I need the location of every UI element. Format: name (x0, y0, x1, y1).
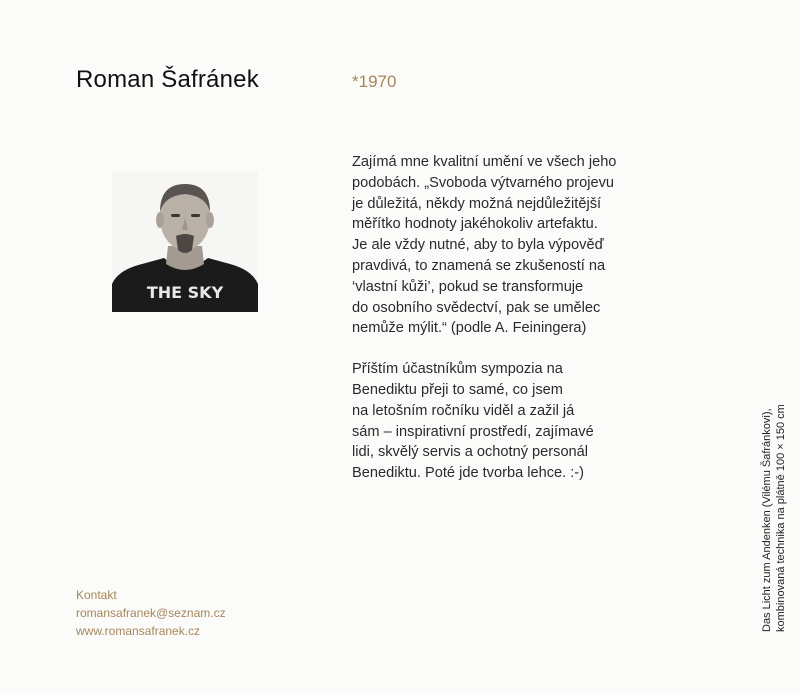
caption-line-2: kombinovaná technika na plátně 100 × 150 cm (775, 404, 787, 632)
artwork-caption (760, 342, 788, 632)
artist-name: Roman Šafránek (76, 66, 259, 93)
contact-block (76, 586, 226, 640)
birth-year: *1970 (352, 72, 397, 91)
caption-line-1: Das Licht zum Andenken (Vilému Šafránkovi), (761, 408, 773, 632)
contact-website[interactable]: www.romansafranek.cz (76, 624, 201, 638)
artist-portrait (112, 172, 258, 312)
shirt-print: THE SKY (146, 283, 224, 302)
artist-statement (352, 152, 682, 484)
statement-paragraph-1: Zajímá mne kvalitní umění ve všech jeho podobách. „Svoboda výtvarného projevu je důležitá, někdy možná nejdůležitější měřítko hodnoty jakéhokoliv artefaktu. Je ale vždy nutné, aby to byla výpověď pravdivá, to znamená se zkušeností na ‘vlastní kůži’, pokud se transformuje do osobního svědectví, pak se umělec nemůže mýlit.“ (podle A. Feiningera) (352, 154, 617, 337)
contact-email[interactable]: romansafranek@seznam.cz (76, 606, 226, 620)
statement-paragraph-2: Příštím účastníkům sympozia na Benediktu přeji to samé, co jsem na letošním ročníku viděl a zažil já sám – inspirativní prostředí, zajímavé lidi, skvělý servis a ochotný personál Benediktu. Poté jde tvorba lehce. :-) (352, 361, 594, 482)
contact-heading: Kontakt (76, 588, 117, 602)
